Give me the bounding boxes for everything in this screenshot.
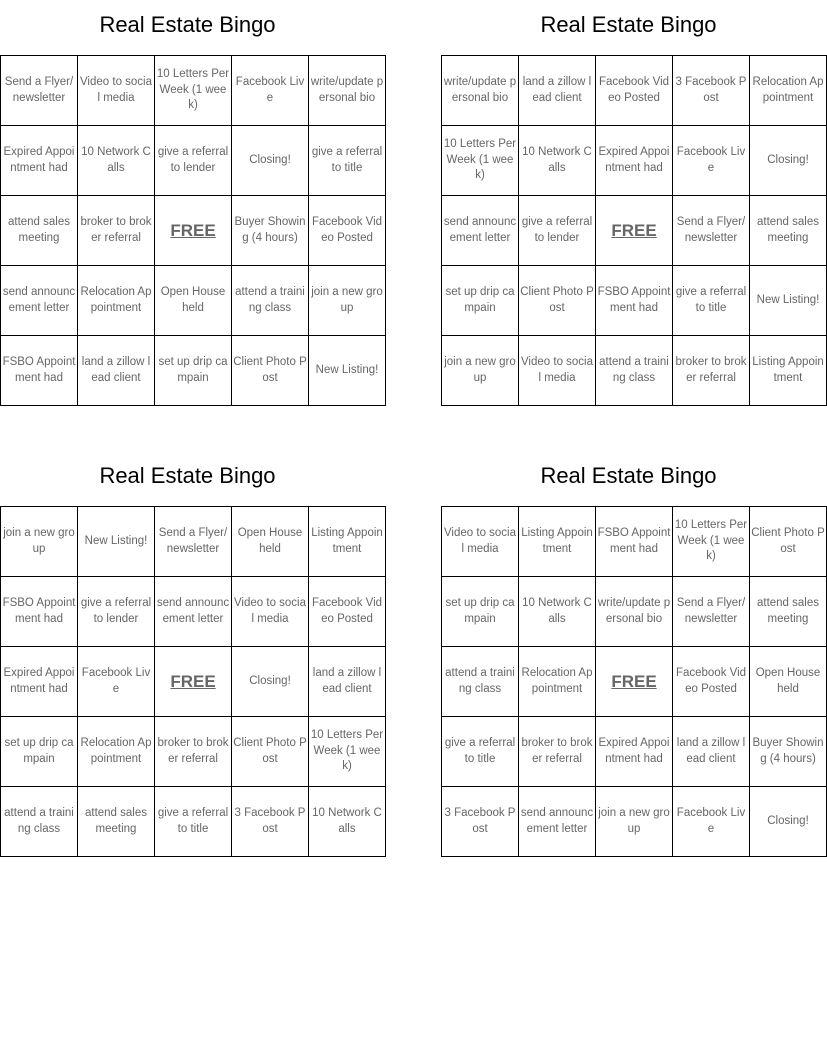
bingo-cell: attend sales meeting [1,196,78,266]
bingo-cell: Closing! [232,647,309,717]
card-title: Real Estate Bingo [99,12,276,37]
bingo-cell: 10 Network Calls [309,787,386,857]
bingo-cell: Send a Flyer/newsletter [673,577,750,647]
bingo-cell: Buyer Showing (4 hours) [232,196,309,266]
bingo-row [1,266,386,336]
card-title: Real Estate Bingo [540,12,717,37]
bingo-cell: attend a training class [442,647,519,717]
bingo-row [442,647,827,717]
bingo-cell: 10 Letters Per Week (1 week) [673,507,750,577]
bingo-cell: Client Photo Post [232,336,309,406]
bingo-cell: broker to broker referral [155,717,232,787]
bingo-cell: send announcement letter [155,577,232,647]
bingo-cell: Expired Appointment had [1,647,78,717]
bingo-cell: give a referral to title [442,717,519,787]
bingo-cell: Facebook Live [673,787,750,857]
bingo-cell: Expired Appointment had [1,126,78,196]
bingo-cell: Open House held [232,507,309,577]
bingo-row [442,56,827,126]
bingo-cell: Relocation Appointment [78,717,155,787]
bingo-cell: join a new group [309,266,386,336]
bingo-row [1,56,386,126]
bingo-cell: give a referral to lender [155,126,232,196]
bingo-cell: broker to broker referral [78,196,155,266]
bingo-row [1,647,386,717]
bingo-row [1,507,386,577]
bingo-cell: join a new group [596,787,673,857]
bingo-cell: Facebook Video Posted [673,647,750,717]
bingo-cell: Send a Flyer/newsletter [673,196,750,266]
bingo-cell: send announcement letter [519,787,596,857]
bingo-cell: New Listing! [750,266,827,336]
bingo-row [1,717,386,787]
bingo-row [1,126,386,196]
bingo-cell: join a new group [442,336,519,406]
bingo-cell: attend a training class [232,266,309,336]
bingo-cell: Send a Flyer/newsletter [155,507,232,577]
bingo-cell: land a zillow lead client [673,717,750,787]
bingo-cell: land a zillow lead client [78,336,155,406]
bingo-cell: set up drip campain [1,717,78,787]
bingo-cell: send announcement letter [1,266,78,336]
bingo-cell: FSBO Appointment had [596,507,673,577]
bingo-cell: Buyer Showing (4 hours) [750,717,827,787]
bingo-row [442,266,827,336]
bingo-cell: give a referral to title [155,787,232,857]
bingo-cell: Listing Appointment [519,507,596,577]
bingo-cell: Facebook Video Posted [309,577,386,647]
bingo-cell: Closing! [750,787,827,857]
bingo-cell: Facebook Video Posted [596,56,673,126]
bingo-cell: give a referral to lender [519,196,596,266]
bingo-cell: give a referral to title [673,266,750,336]
bingo-cell: land a zillow lead client [309,647,386,717]
bingo-row [442,336,827,406]
bingo-row [442,196,827,266]
bingo-cell: Facebook Live [232,56,309,126]
bingo-cell: Listing Appointment [309,507,386,577]
bingo-cell: set up drip campain [442,577,519,647]
bingo-cell: Relocation Appointment [750,56,827,126]
bingo-cell: send announcement letter [442,196,519,266]
bingo-cell: write/update personal bio [442,56,519,126]
bingo-cell: 3 Facebook Post [232,787,309,857]
bingo-cell: 10 Network Calls [519,577,596,647]
card-title: Real Estate Bingo [99,463,276,488]
bingo-cell: 10 Network Calls [519,126,596,196]
bingo-cell: give a referral to title [309,126,386,196]
bingo-row [1,787,386,857]
bingo-cell: 3 Facebook Post [673,56,750,126]
bingo-cell: 10 Letters Per Week (1 week) [155,56,232,126]
bingo-cell: Client Photo Post [519,266,596,336]
free-space: FREE [155,196,232,266]
bingo-cell: set up drip campain [442,266,519,336]
bingo-grid [0,55,386,406]
bingo-cell: land a zillow lead client [519,56,596,126]
bingo-cell: FSBO Appointment had [596,266,673,336]
bingo-cell: Video to social media [78,56,155,126]
bingo-cell: New Listing! [309,336,386,406]
bingo-cell: join a new group [1,507,78,577]
bingo-row [1,196,386,266]
bingo-grid [441,55,827,406]
bingo-cell: attend a training class [596,336,673,406]
bingo-cell: Video to social media [519,336,596,406]
bingo-cell: 3 Facebook Post [442,787,519,857]
bingo-cell: Expired Appointment had [596,126,673,196]
bingo-cell: Send a Flyer/newsletter [1,56,78,126]
bingo-cell: attend sales meeting [78,787,155,857]
bingo-cell: Video to social media [442,507,519,577]
bingo-cell: FSBO Appointment had [1,336,78,406]
free-space: FREE [596,196,673,266]
bingo-cell: Facebook Live [673,126,750,196]
bingo-cell: 10 Letters Per Week (1 week) [442,126,519,196]
free-space: FREE [596,647,673,717]
bingo-cell: Closing! [232,126,309,196]
bingo-row [442,577,827,647]
bingo-row [442,126,827,196]
bingo-cell: Client Photo Post [232,717,309,787]
bingo-cell: Client Photo Post [750,507,827,577]
bingo-cell: broker to broker referral [673,336,750,406]
bingo-cell: Facebook Live [78,647,155,717]
bingo-cell: Open House held [155,266,232,336]
bingo-row [442,787,827,857]
bingo-row [1,336,386,406]
bingo-cell: New Listing! [78,507,155,577]
free-space: FREE [155,647,232,717]
bingo-cell: broker to broker referral [519,717,596,787]
bingo-cell: Facebook Video Posted [309,196,386,266]
bingo-cell: write/update personal bio [596,577,673,647]
bingo-row [442,717,827,787]
bingo-cell: give a referral to lender [78,577,155,647]
bingo-cell: set up drip campain [155,336,232,406]
bingo-cell: attend a training class [1,787,78,857]
card-title: Real Estate Bingo [540,463,717,488]
bingo-cell: attend sales meeting [750,577,827,647]
bingo-cell: Relocation Appointment [519,647,596,717]
bingo-row [1,577,386,647]
bingo-row [442,507,827,577]
bingo-cell: Video to social media [232,577,309,647]
bingo-cell: 10 Network Calls [78,126,155,196]
bingo-cell: Open House held [750,647,827,717]
bingo-cell: 10 Letters Per Week (1 week) [309,717,386,787]
bingo-cell: write/update personal bio [309,56,386,126]
bingo-cell: FSBO Appointment had [1,577,78,647]
bingo-cell: attend sales meeting [750,196,827,266]
bingo-cell: Listing Appointment [750,336,827,406]
bingo-cell: Expired Appointment had [596,717,673,787]
bingo-cell: Relocation Appointment [78,266,155,336]
bingo-cell: Closing! [750,126,827,196]
bingo-grid [0,506,386,857]
bingo-grid [441,506,827,857]
